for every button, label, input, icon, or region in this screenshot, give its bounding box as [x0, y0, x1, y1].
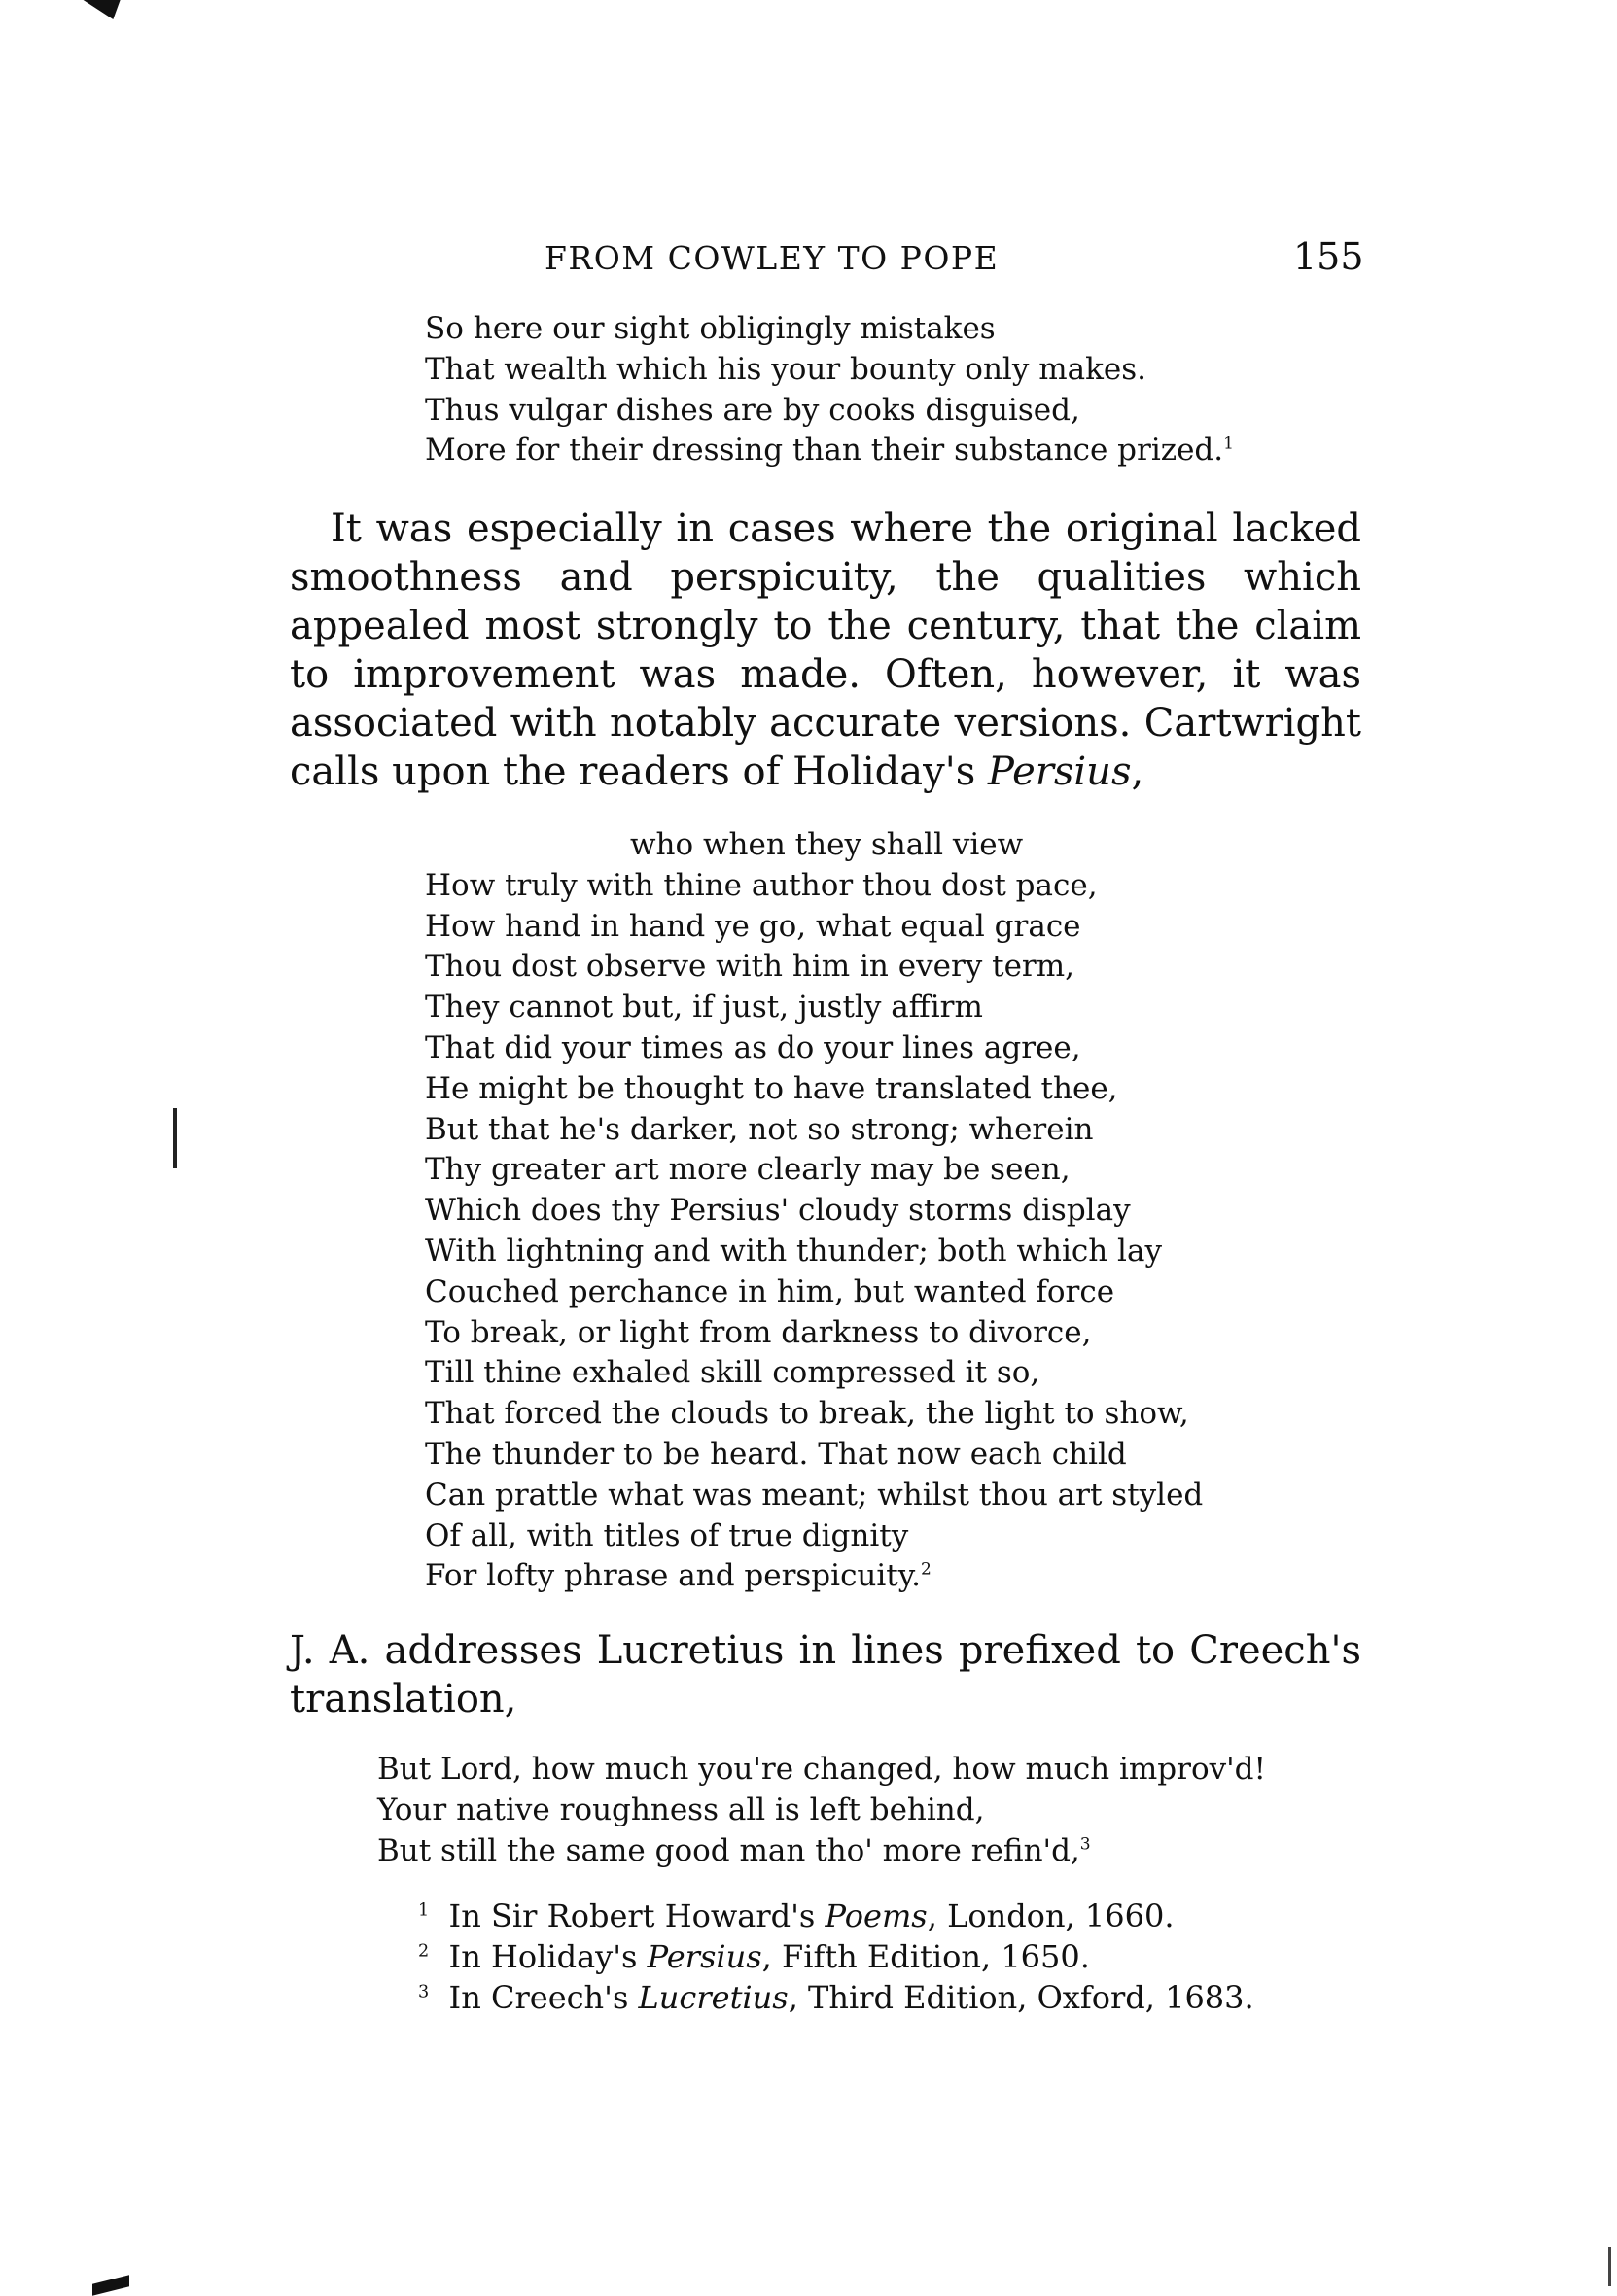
paragraph-2: J. A. addresses Lucretius in lines prefixed to Creech's translation,: [290, 1628, 1361, 1722]
verse-line: To break, or light from darkness to divorce,: [425, 1314, 1092, 1350]
footnote-mark: 2: [418, 1941, 430, 1962]
footnote-mark: 1: [418, 1900, 430, 1921]
verse-line: Your native roughness all is left behind,: [377, 1792, 985, 1827]
verse-line: They cannot but, if just, justly affirm: [425, 990, 983, 1026]
verse-line: Thou dost observe with him in every term,: [425, 949, 1074, 985]
verse-line: That forced the clouds to break, the light to show,: [425, 1396, 1189, 1432]
verse-line: How hand in hand ye go, what equal grace: [425, 908, 1081, 944]
verse-line: Which does thy Persius' cloudy storms display: [425, 1193, 1131, 1229]
margin-bar-mark: [173, 1108, 177, 1168]
verse-line: Can prattle what was meant; whilst thou art styled: [425, 1477, 1204, 1513]
verse-line: That wealth which his your bounty only makes.: [425, 351, 1146, 387]
verse-line: For lofty phrase and perspicuity.$^2$: [425, 1558, 932, 1594]
paragraph-1: It was especially in cases where the original lacked smoothness and perspicuity, the qualities which appealed most strongly to the century, that the claim to improvement was made. Often, however, it was associated with notably accurate versions. Cartwright calls upon the readers of Holiday's Persius,: [290, 506, 1361, 794]
italic-title: Persius: [647, 1938, 762, 1975]
italic-title: Poems: [825, 1897, 928, 1934]
verse-quote-2: [425, 825, 1203, 1597]
footnote-ref: 1: [1223, 435, 1234, 455]
verse-line: But still the same good man tho' more refin'd,$^3$: [377, 1832, 1091, 1868]
verse-line: With lightning and with thunder; both which lay: [425, 1233, 1162, 1269]
scan-crop-mark-top: [76, 0, 120, 19]
footnote: $^2$ In Holiday's Persius, Fifth Edition, 1650.: [418, 1938, 1090, 1975]
scan-crop-mark-bottom: [92, 2275, 129, 2295]
footnote: $^3$ In Creech's Lucretius, Third Edition, Oxford, 1683.: [418, 1979, 1254, 2016]
verse-line: So here our sight obligingly mistakes: [425, 311, 996, 346]
scan-edge-mark: [1608, 2247, 1611, 2286]
verse-line: who when they shall view: [630, 827, 1024, 862]
verse-quote-1: [425, 309, 1234, 471]
verse-line: Till thine exhaled skill compressed it so,: [425, 1355, 1040, 1391]
footnotes: [418, 1896, 1254, 2018]
verse-line: But that he's darker, not so strong; wherein: [425, 1111, 1094, 1147]
footnote-mark: 3: [418, 1982, 430, 2002]
verse-line: He might be thought to have translated thee,: [425, 1070, 1118, 1106]
verse-line: More for their dressing than their substance prized.$^1$: [425, 433, 1234, 469]
verse-line: The thunder to be heard. That now each child: [425, 1436, 1127, 1472]
italic-title: Lucretius: [638, 1979, 789, 2016]
running-head: FROM COWLEY TO POPE: [545, 239, 1000, 277]
verse-line: Thus vulgar dishes are by cooks disguised,: [425, 392, 1080, 428]
page-number: 155: [1293, 235, 1364, 278]
verse-quote-3: [377, 1750, 1266, 1871]
verse-line: Of all, with titles of true dignity: [425, 1517, 909, 1553]
italic-title: Persius: [987, 749, 1132, 794]
footnote: $^1$ In Sir Robert Howard's Poems, London, 1660.: [418, 1897, 1175, 1934]
footnote-ref: 3: [1079, 1834, 1091, 1855]
verse-line: How truly with thine author thou dost pace,: [425, 867, 1098, 903]
verse-line: Thy greater art more clearly may be seen,: [425, 1152, 1071, 1188]
verse-line: That did your times as do your lines agree,: [425, 1029, 1081, 1065]
verse-line: But Lord, how much you're changed, how much improv'd!: [377, 1752, 1266, 1787]
footnote-ref: 2: [921, 1560, 932, 1581]
verse-line: Couched perchance in him, but wanted force: [425, 1273, 1115, 1309]
